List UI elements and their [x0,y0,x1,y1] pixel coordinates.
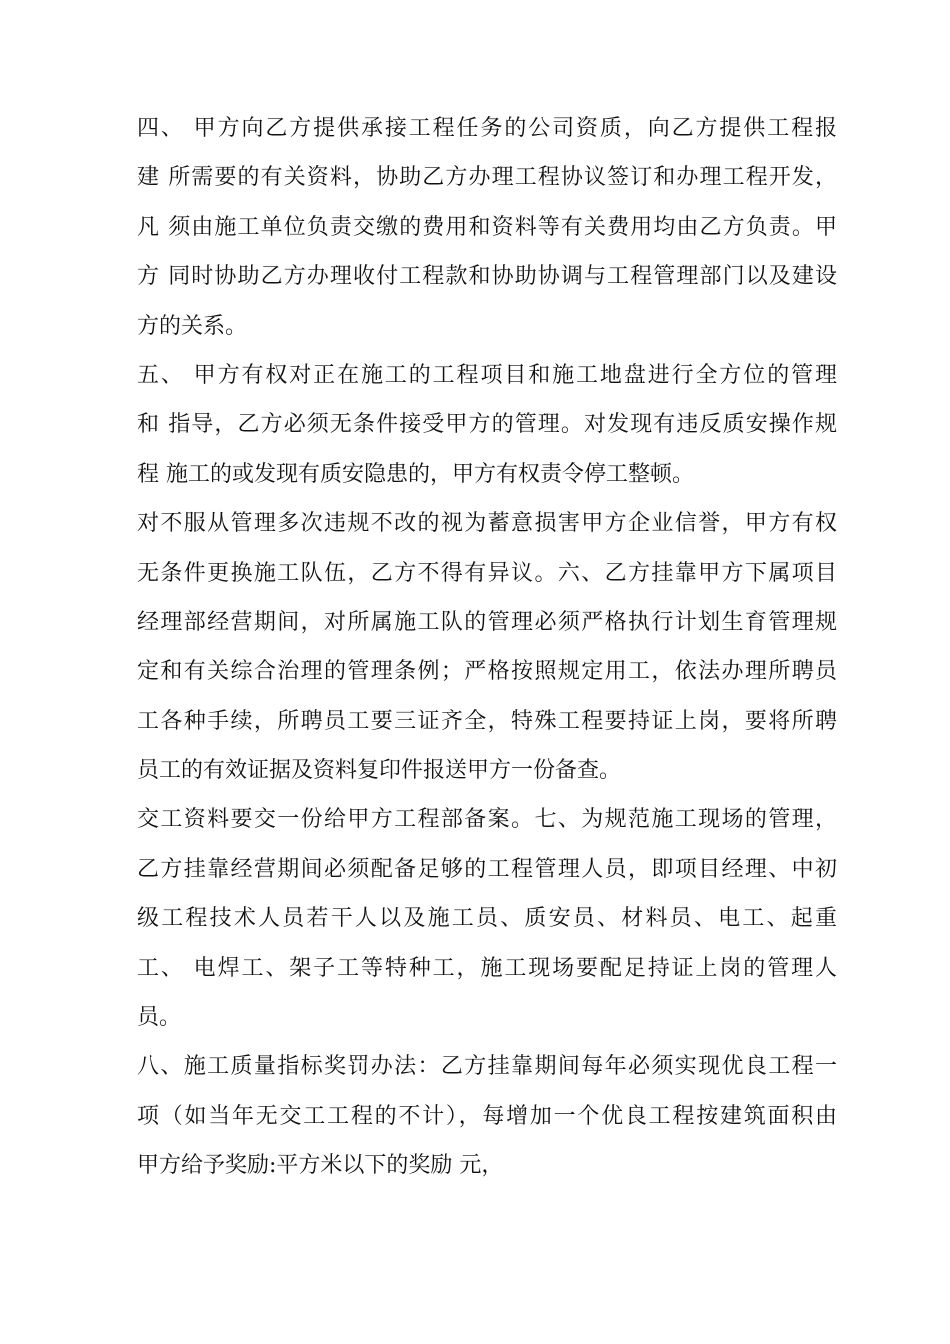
text-line: 员工的有效证据及资料复印件报送甲方一份备查。 [137,758,622,784]
text-line: 经理部经营期间，对所属施工队的管理必须严格执行计划生育管理规 [137,609,837,635]
text-line: 工、 电焊工、架子工等特种工，施工现场要配足持证上岗的管理人 [137,955,837,981]
text-line: 工各种手续，所聘员工要三证齐全，特殊工程要持证上岗，要将所聘 [137,708,837,734]
text-line: 级工程技术人员若干人以及施工员、质安员、材料员、电工、起重 [137,906,837,932]
text-line: 建 所需要的有关资料，协助乙方办理工程协议签订和办理工程开发， [137,165,837,191]
text-line: 凡 须由施工单位负责交缴的费用和资料等有关费用均由乙方负责。甲 [137,214,837,240]
text-line: 方的关系。 [137,313,248,339]
text-line: 和 指导，乙方必须无条件接受甲方的管理。对发现有违反质安操作规 [137,412,837,438]
text-line: 交工资料要交一份给甲方工程部备案。七、为规范施工现场的管理， [137,807,837,833]
text-line: 八、施工质量指标奖罚办法：乙方挂靠期间每年必须实现优良工程一 [137,1054,837,1080]
text-line: 甲方给予奖励:平方米以下的奖励 元， [137,1153,504,1179]
text-line: 四、 甲方向乙方提供承接工程任务的公司资质，向乙方提供工程报 [137,116,837,141]
document-body [137,104,837,1191]
text-line: 对不服从管理多次违规不改的视为蓄意损害甲方企业信誉，甲方有权 [137,511,837,537]
text-line: 五、 甲方有权对正在施工的工程项目和施工地盘进行全方位的管理 [137,362,837,388]
text-line: 无条件更换施工队伍，乙方不得有异议。六、乙方挂靠甲方下属项目 [137,560,837,586]
text-line: 员。 [137,1005,182,1031]
text-line: 项（如当年无交工工程的不计），每增加一个优良工程按建筑面积由 [137,1103,837,1129]
text-line: 程 施工的或发现有质安隐患的，甲方有权责令停工整顿。 [137,461,694,487]
text-line: 方 同时协助乙方办理收付工程款和协助协调与工程管理部门以及建设 [137,264,837,290]
text-line: 乙方挂靠经营期间必须配备足够的工程管理人员，即项目经理、中初 [137,856,837,882]
text-line: 定和有关综合治理的管理条例；严格按照规定用工，依法办理所聘员 [137,659,837,685]
